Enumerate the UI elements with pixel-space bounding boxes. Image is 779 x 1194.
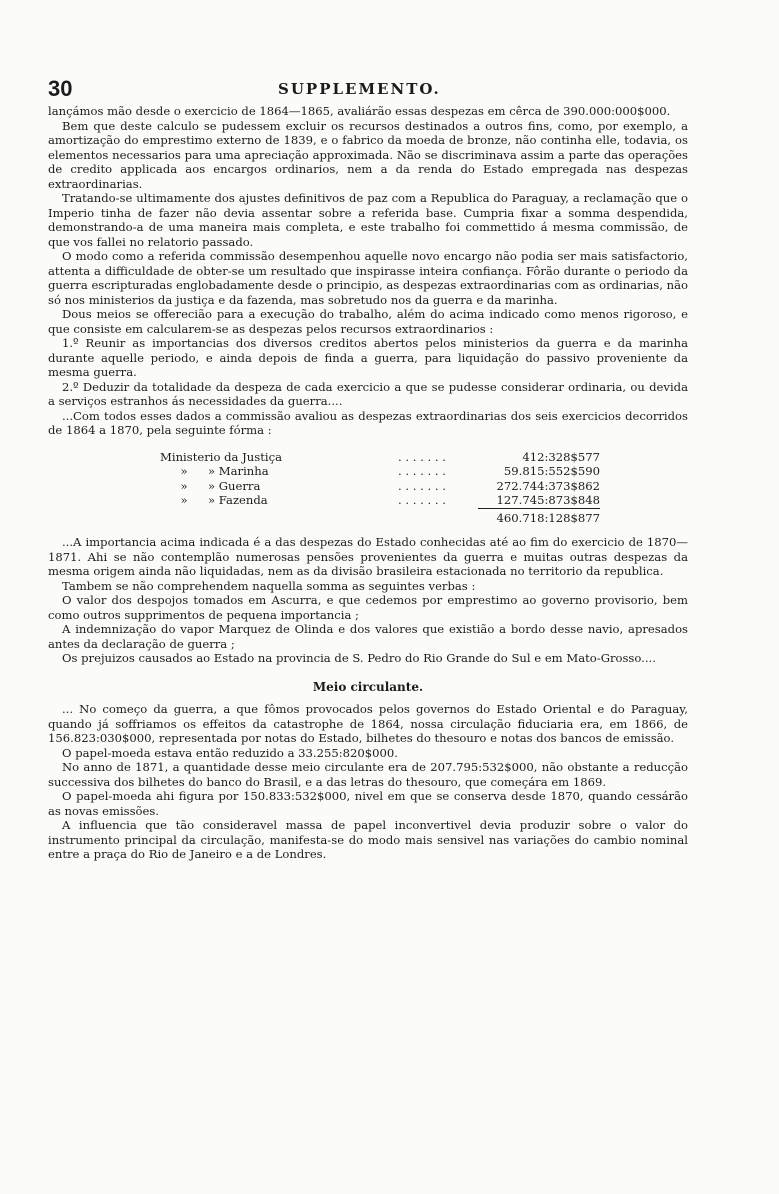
- table-row: [160, 479, 600, 494]
- expense-value: 127.745:873$848: [496, 493, 600, 507]
- text-column: [48, 104, 688, 862]
- expense-value: 272.744:373$862: [496, 478, 600, 493]
- paragraph: A influencia que tão consideravel massa de papel inconvertivel devia produzir sobre o valor do instrumento principal da circulação, manifesta-se do modo mais sensivel nas variações do cambio nominal entre a praça do Rio de Janeiro e a de Londres.: [48, 818, 688, 861]
- paragraph: O valor dos despojos tomados em Ascurra, e que cedemos por emprestimo ao governo provisorio, bem como outros supprimentos de pequena importancia ;: [48, 593, 688, 622]
- page-number: 30: [48, 76, 73, 101]
- section-title: Meio circulante.: [312, 679, 424, 694]
- leader-dots: . . . . . . .: [398, 449, 446, 464]
- paragraph: 2.º Deduzir da totalidade da despeza de cada exercicio a que se pudesse considerar ordinaria, ou devida a serviços estranhos ás necessidades da guerra....: [48, 379, 688, 408]
- ministry-label: Ministerio da Justiça: [160, 449, 282, 464]
- expense-value: 59.815:552$590: [503, 464, 600, 478]
- leader-dots: . . . . . . .: [398, 464, 446, 478]
- table-row: [160, 464, 600, 479]
- paragraph: Tambem se não comprehendem naquella somma as seguintes verbas :: [62, 578, 476, 593]
- paragraph: A indemnização do vapor Marquez de Olinda e dos valores que existião a bordo desse navio, apresados antes da declaração de guerra ;: [48, 622, 688, 651]
- running-title: SUPPLEMENTO.: [278, 80, 441, 98]
- ditto-mark: »: [180, 478, 188, 493]
- paragraph: Bem que deste calculo se pudessem excluir os recursos destinados a outros fins, como, por exemplo, a amortização do emprestimo externo de 1839, e o fabrico da moeda de bronze, não continha elle, todavia, os elementos necessarios para uma apreciação approximada. Não se discriminava assim a parte das operações de credito applicada aos encargos ordinarios, nem a da renda do Estado empregada nas despezas extraordinarias.: [48, 118, 688, 191]
- leader-dots: . . . . . . .: [398, 478, 446, 493]
- paragraph: Dous meios se offerecião para a execução do trabalho, além do acima indicado como menos rigoroso, e que consiste em calcularem-se as despezas pelos recursos extraordinarios :: [48, 307, 688, 336]
- paragraph: No anno de 1871, a quantidade desse meio circulante era de 207.795:532$000, não obstante a reducção successiva dos bilhetes do banco do Brasil, e a das letras do thesouro, que começára em 1869.: [48, 760, 688, 789]
- ditto-mark: »: [180, 464, 188, 478]
- ditto-mark: »: [180, 493, 188, 508]
- leader-dots: . . . . . . .: [398, 493, 446, 508]
- paragraph: 1.º Reunir as importancias dos diversos creditos abertos pelos ministerios da guerra e da marinha durante aquelle periodo, e ainda depois de finda a guerra, para liquidação do passivo proveniente da mesma guerra.: [48, 336, 688, 379]
- ministry-label: » Marinha: [208, 464, 269, 478]
- page-header: [48, 76, 698, 106]
- expense-total: 460.718:128$877: [478, 508, 600, 525]
- expense-table: [160, 450, 600, 526]
- table-total-row: [160, 508, 600, 525]
- paragraph: ...A importancia acima indicada é a das despezas do Estado conhecidas até ao fim do exercicio de 1870—1871. Ahi se não contemplão numerosas pensões provenientes da guerra e muitas outras despezas da mesma origem ainda não liquidadas, nem as da divisão brasileira estacionada no territorio da republica.: [48, 535, 688, 578]
- table-row: [160, 493, 600, 508]
- table-row: [160, 450, 600, 465]
- paragraph: Tratando-se ultimamente dos ajustes definitivos de paz com a Republica do Paraguay, a reclamação que o Imperio tinha de fazer não devia assentar sobre a referida base. Cumpria fixar a somma despendida, demonstrando-a de uma maneira mais completa, e este trabalho foi commettido á mesma commissão, de que vos fallei no relatorio passado.: [48, 191, 688, 249]
- paragraph: O papel-moeda estava então reduzido a 33.255:820$000.: [62, 745, 398, 760]
- paragraph: Os prejuizos causados ao Estado na provincia de S. Pedro do Rio Grande do Sul e em Mato-Grosso....: [62, 651, 656, 665]
- paragraph: lançámos mão desde o exercicio de 1864—1865, avaliárão essas despezas em cêrca de 390.000:000$000.: [48, 104, 671, 118]
- ministry-label: » Fazenda: [208, 493, 268, 508]
- paragraph: O papel-moeda ahi figura por 150.833:532$000, nivel em que se conserva desde 1870, quando cessárão as novas emissões.: [48, 789, 688, 818]
- paragraph: ... No começo da guerra, a que fômos provocados pelos governos do Estado Oriental e do Paraguay, quando já soffriamos os effeitos da catastrophe de 1864, nossa circulação fiduciaria era, em 1866, de 156.823:030$000, representada por notas do Estado, bilhetes do thesouro e notas dos bancos de emissão.: [48, 702, 688, 745]
- expense-value: 412:328$577: [522, 449, 600, 464]
- paragraph: ...Com todos esses dados a commissão avaliou as despezas extraordinarias dos seis exercicios decorridos de 1864 a 1870, pela seguinte fórma :: [48, 408, 688, 437]
- ministry-label: » Guerra: [208, 478, 261, 493]
- paragraph: O modo como a referida commissão desempenhou aquelle novo encargo não podia ser mais satisfactorio, attenta a difficuldade de obter-se um resultado que inspirasse inteira confiança. Fôrão durante o periodo da guerra escripturadas englobadamente desde o principio, as despezas extraordinarias com as ordinarias, não só nos ministerios da justiça e da fazenda, mas sobretudo nos da guerra e da marinha.: [48, 249, 688, 307]
